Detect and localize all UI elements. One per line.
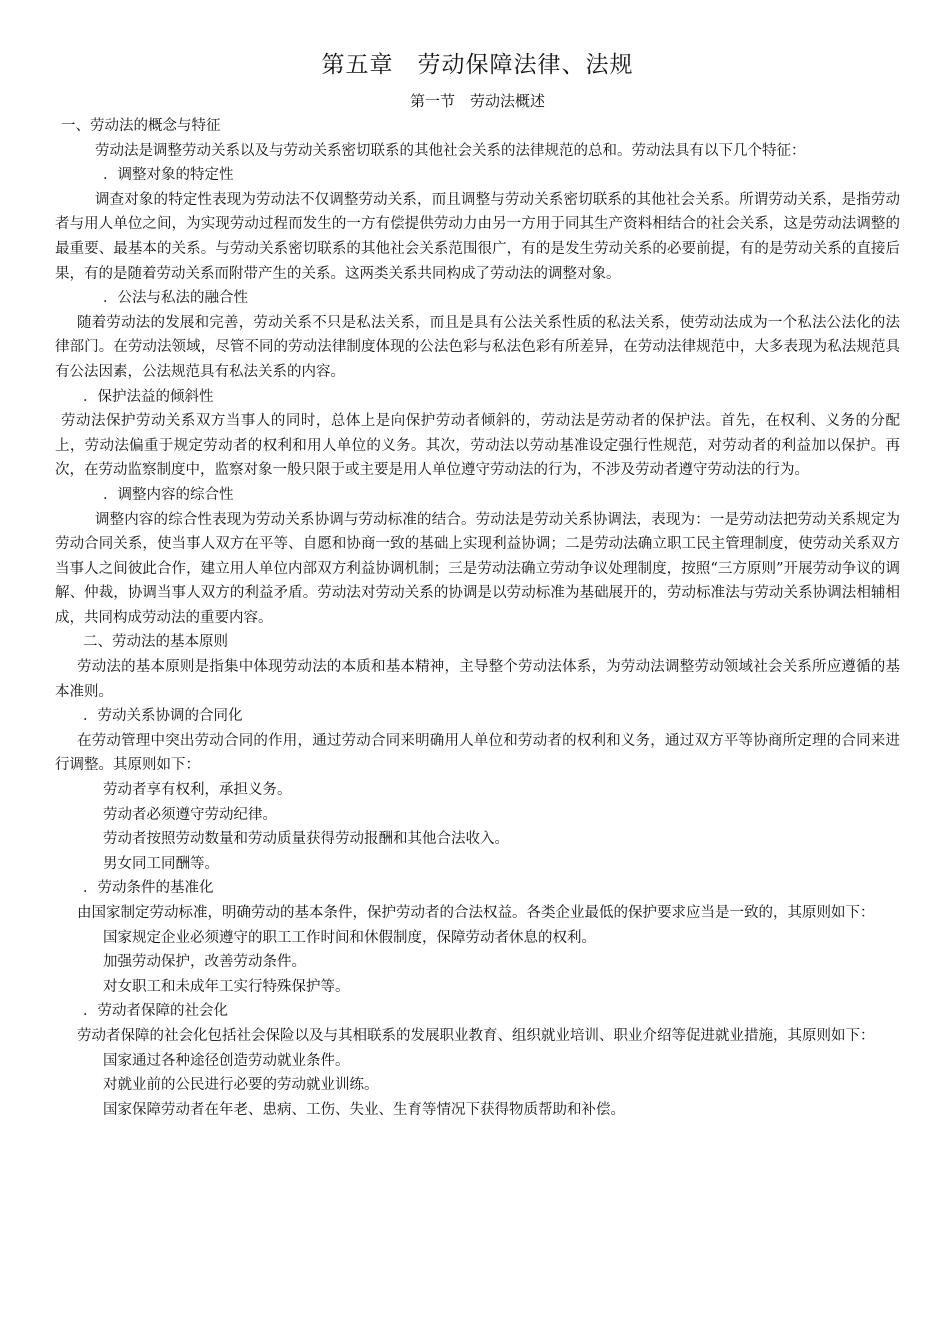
subheading-object: ．调整对象的特定性	[103, 167, 234, 184]
subheading-social: ．劳动者保障的社会化	[83, 1003, 228, 1020]
list-item: 对就业前的公民进行必要的劳动就业训练。	[103, 1077, 379, 1094]
heading-principles: 二、劳动法的基本原则	[83, 634, 228, 651]
list-item: 加强劳动保护，改善劳动条件。	[103, 954, 306, 971]
paragraph-content: 调整内容的综合性表现为劳动关系协调与劳动标准的结合。劳动法是劳动关系协调法，表现为：一是劳动法把劳动关系规定为劳动合同关系，使当事人双方在平等、自愿和协商一致的基础上实现利益协调；二是劳动法确立职工民主管理制度，使劳动关系双方当事人之间彼此合作，建立用人单位内部双方利益协调机制；三是劳动法确立劳动争议处理制度，按照“三方原则”开展劳动争议的调解、仲裁，协调当事人双方的利益矛盾。劳动法对劳动关系的协调是以劳动标准为基础展开的，劳动标准法与劳动关系协调法相辅相成，共同构成劳动法的重要内容。	[55, 511, 900, 626]
subheading-standard: ．劳动条件的基准化	[83, 880, 214, 897]
heading-concept: 一、劳动法的概念与特征	[61, 118, 221, 134]
chapter-title: 第五章 劳动保障法律、法规	[321, 52, 634, 78]
document-page	[55, 48, 900, 1122]
subheading-content: ．调整内容的综合性	[103, 486, 234, 503]
paragraph-protect: 劳动法保护劳动关系双方当事人的同时，总体上是向保护劳动者倾斜的，劳动法是劳动者的保护法。首先，在权利、义务的分配上，劳动法偏重于规定劳动者的权利和用人单位的义务。其次，劳动法以劳动基准设定强行性规范，对劳动者的利益加以保护。再次，在劳动监察制度中，监察对象一般只限于或主要是用人单位遵守劳动法的行为，不涉及劳动者遵守劳动法的行为。	[55, 413, 900, 479]
paragraph-principles: 劳动法的基本原则是指集中体现劳动法的本质和基本精神，主导整个劳动法体系，为劳动法调整劳动领域社会关系所应遵循的基本准则。	[55, 659, 900, 700]
paragraph-fusion: 随着劳动法的发展和完善，劳动关系不只是私法关系，而且是具有公法关系性质的私法关系，使劳动法成为一个私法公法化的法律部门。在劳动法领域，尽管不同的劳动法律制度体现的公法色彩与私法色彩有所差异，在劳动法律规范中，大多表现为私法规范具有公法因素，公法规范具有私法关系的内容。	[55, 314, 900, 380]
paragraph-object: 调查对象的特定性表现为劳动法不仅调整劳动关系，而且调整与劳动关系密切联系的其他社会关系。所谓劳动关系，是指劳动者与用人单位之间，为实现劳动过程而发生的一方有偿提供劳动力由另一方用于同其生产资料相结合的社会关系，这是劳动法调整的最重要、最基本的关系。与劳动关系密切联系的其他社会关系范围很广，有的是发生劳动关系的必要前提，有的是劳动关系的直接后果，有的是随着劳动关系而附带产生的关系。这两类关系共同构成了劳动法的调整对象。	[55, 191, 900, 282]
subheading-protect: ．保护法益的倾斜性	[83, 388, 214, 405]
list-item: 男女同工同酬等。	[103, 855, 219, 872]
list-item: 国家规定企业必须遵守的职工工作时间和休假制度，保障劳动者休息的权利。	[103, 929, 596, 946]
list-item: 国家保障劳动者在年老、患病、工伤、失业、生育等情况下获得物质帮助和补偿。	[103, 1101, 625, 1118]
list-item: 劳动者必须遵守劳动纪律。	[103, 806, 277, 823]
list-item: 劳动者享有权利，承担义务。	[103, 782, 292, 799]
list-item: 国家通过各种途径创造劳动就业条件。	[103, 1052, 350, 1069]
paragraph-social: 劳动者保障的社会化包括社会保险以及与其相联系的发展职业教育、组织就业培训、职业介绍等促进就业措施，其原则如下：	[77, 1027, 875, 1044]
paragraph-concept: 劳动法是调整劳动关系以及与劳动关系密切联系的其他社会关系的法律规范的总和。劳动法具有以下几个特征：	[95, 142, 806, 159]
paragraph-standard: 由国家制定劳动标准，明确劳动的基本条件，保护劳动者的合法权益。各类企业最低的保护要求应当是一致的，其原则如下：	[77, 905, 875, 921]
subheading-contract: ．劳动关系协调的合同化	[83, 708, 243, 725]
paragraph-contract: 在劳动管理中突出劳动合同的作用，通过劳动合同来明确用人单位和劳动者的权利和义务，通过双方平等协商所定理的合同来进行调整。其原则如下：	[55, 732, 900, 774]
section-title: 第一节 劳动法概述	[409, 92, 545, 110]
list-item: 劳动者按照劳动数量和劳动质量获得劳动报酬和其他合法收入。	[103, 831, 509, 848]
subheading-fusion: ．公法与私法的融合性	[103, 290, 248, 307]
list-item: 对女职工和未成年工实行特殊保护等。	[103, 978, 350, 995]
